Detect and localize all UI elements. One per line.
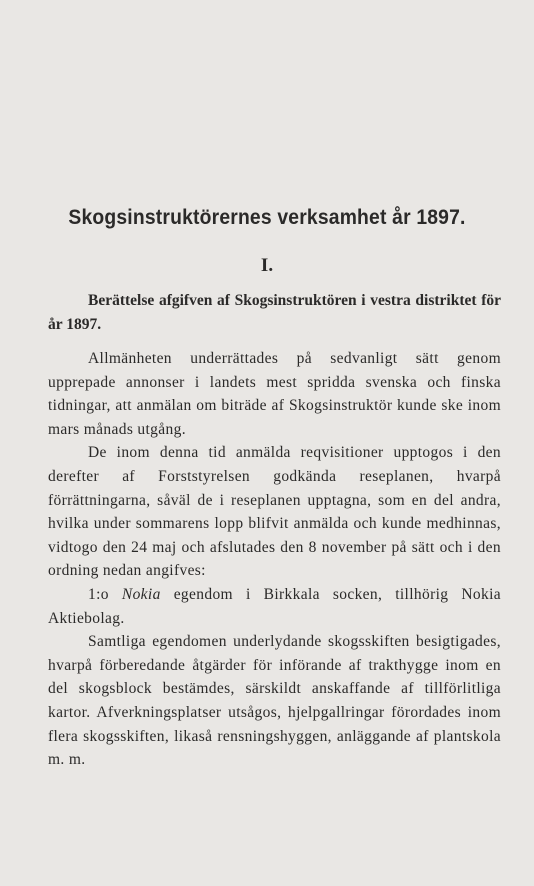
paragraph: Samtliga egendomen underlydande skogsskiften besigtigades, hvarpå förberedande åtgärder för införande af trakthygge inom en del skogsblock bestämdes, särskildt anskaffande af tillförlitliga kartor. Afverkningsplatser utsågos, hjelpgallringar förordades inom flera skogsskiften, likaså rensningshyggen, anläggande af plantskola m. m. bbox=[48, 633, 501, 769]
paragraph-text: egendom i Birkkala socken, tillhörig Nokia Aktiebolag. bbox=[48, 585, 501, 627]
paragraph: De inom denna tid anmälda reqvisitioner upptogos i den derefter af Forststyrelsen godkända reseplanen, hvarpå förrättningarna, såväl de i reseplanen upptagna, som en del andra, hvilka under sommarens lopp blifvit anmälda och kunde medhinnas, vidtogo den 24 maj och afslutades den 8 november på sätt och i den ordning nedan angifves: bbox=[48, 444, 501, 580]
paragraph-nokia bbox=[48, 583, 501, 630]
page-title: Skogsinstruktörernes verksamhet år 1897. bbox=[68, 206, 466, 229]
section-subheading: Berättelse afgifven af Skogsinstruktören i vestra distriktet för år 1897. bbox=[48, 292, 501, 333]
body-text bbox=[48, 347, 501, 772]
estate-name: Nokia bbox=[121, 585, 161, 603]
section-number: I. bbox=[260, 255, 274, 276]
paragraph: Allmänheten underrättades på sedvanligt sätt genom upprepade annonser i landets mest spridda svenska och finska tidningar, att anmälan om biträde af Skogsinstruktör kunde ske inom mars månads utgång. bbox=[48, 350, 501, 438]
list-number: 1:o bbox=[88, 585, 122, 603]
